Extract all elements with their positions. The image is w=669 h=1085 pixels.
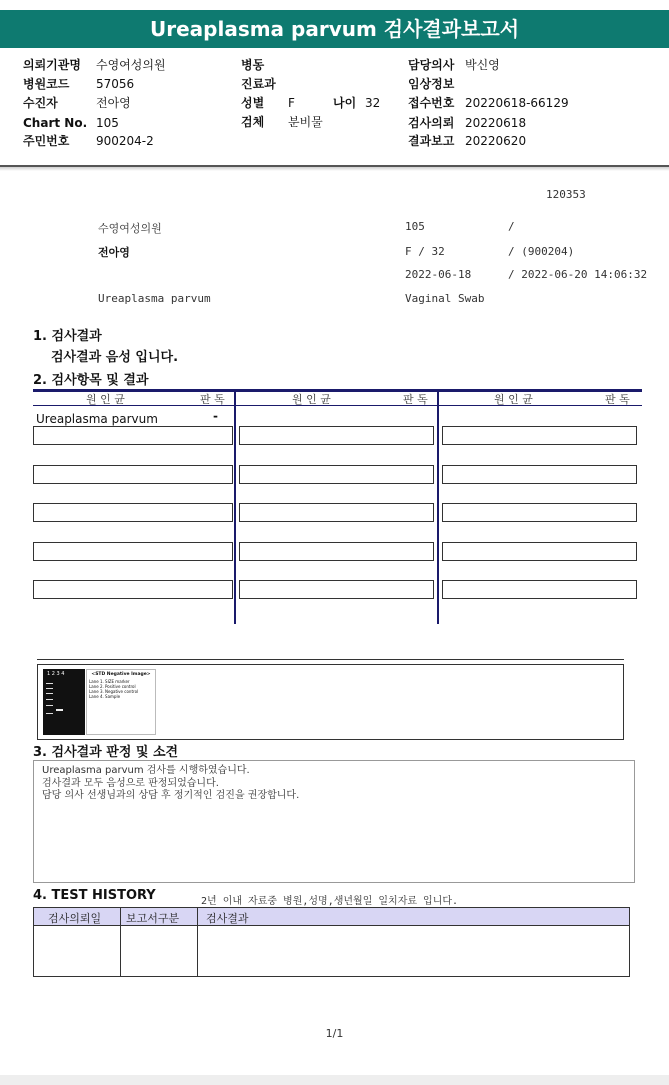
clinical-info-label: 임상정보 <box>408 77 455 91</box>
grid-column-divider <box>437 389 439 624</box>
grid-cell <box>239 542 434 561</box>
patient-label: 수진자 <box>23 96 58 110</box>
grid-cell <box>239 465 434 484</box>
grid-cell <box>33 542 233 561</box>
pathogen-header: 원 인 균 <box>494 393 533 406</box>
result-header: 판 독 <box>200 393 225 406</box>
gel-legend-line: Lane 3. Negative control <box>89 689 139 694</box>
footer-band <box>0 1075 669 1085</box>
summary-chart: 105 <box>405 220 425 233</box>
receipt-no-label: 접수번호 <box>408 96 455 110</box>
doctor-label: 담당의사 <box>408 58 455 72</box>
report-date-value: 20220620 <box>465 134 527 148</box>
hospital-code-label: 병원코드 <box>23 77 70 91</box>
gel-band <box>46 699 53 700</box>
gel-band <box>56 709 63 711</box>
hospital-code-value: 57056 <box>96 77 135 91</box>
grid-cell <box>33 503 233 522</box>
patient-value: 전아영 <box>96 96 131 110</box>
history-table <box>33 907 630 977</box>
gel-legend <box>86 669 156 735</box>
summary-patient: 전아영 <box>98 246 130 259</box>
gel-band <box>46 693 53 694</box>
resident-no-value: 900204-2 <box>96 134 154 148</box>
history-column-divider <box>197 908 198 976</box>
gel-band <box>46 713 53 714</box>
section-2-title: 2. 검사항목 및 결과 <box>33 373 149 388</box>
grid-column-divider <box>234 389 236 624</box>
grid-cell <box>239 426 434 445</box>
pathogen-header: 원 인 균 <box>292 393 331 406</box>
grid-cell <box>33 426 233 445</box>
gel-lane-numbers: 1 2 3 4 <box>47 671 65 677</box>
header-shadow <box>0 167 669 171</box>
summary-test-name: Ureaplasma parvum <box>98 292 211 305</box>
gel-electrophoresis-image <box>43 669 85 735</box>
summary-request-date: 2022-06-18 <box>405 268 472 281</box>
grid-cell <box>239 580 434 599</box>
institution-value: 수영여성의원 <box>96 58 166 72</box>
specimen-label: 검체 <box>241 115 265 129</box>
gel-legend-line: Lane 4. Sample <box>89 694 121 699</box>
gel-legend-title: <STD Negative Image> <box>91 672 151 677</box>
section-1-result: 검사결과 음성 입니다. <box>51 350 179 365</box>
section-1-title: 1. 검사결과 <box>33 329 102 344</box>
request-date-value: 20220618 <box>465 116 527 130</box>
image-top-rule <box>37 659 624 660</box>
institution-label: 의뢰기관명 <box>23 58 81 72</box>
summary-specimen: Vaginal Swab <box>405 292 485 305</box>
grid-row-pathogen: Ureaplasma parvum <box>36 412 158 426</box>
gel-band <box>46 688 53 689</box>
history-note: 2년 이내 자료중 병원,성명,생년월일 일치자료 입니다. <box>201 896 459 907</box>
pathogen-header: 원 인 균 <box>86 393 125 406</box>
history-header-row <box>34 908 629 926</box>
grid-cell <box>239 503 434 522</box>
dept-label: 진료과 <box>241 77 276 91</box>
age-value: 32 <box>365 96 381 110</box>
age-label: 나이 <box>333 96 357 110</box>
ward-label: 병동 <box>241 58 265 72</box>
gel-band <box>46 705 53 706</box>
history-col-report-type: 보고서구분 <box>126 912 180 925</box>
gel-legend-line: Lane 1. SIZE marker <box>89 679 130 684</box>
report-code: 120353 <box>546 188 586 201</box>
grid-cell <box>33 580 233 599</box>
history-column-divider <box>120 908 121 976</box>
opinion-line: Ureaplasma parvum 검사를 시행하였습니다. <box>42 765 250 776</box>
summary-report-datetime: / 2022-06-20 14:06:32 <box>508 268 648 281</box>
specimen-value: 분비물 <box>288 115 323 129</box>
receipt-no-value: 20220618-66129 <box>465 96 569 110</box>
summary-institution: 수영여성의원 <box>98 222 162 235</box>
history-col-request-date: 검사의뢰일 <box>48 912 102 925</box>
resident-no-label: 주민번호 <box>23 134 70 148</box>
opinion-line: 검사결과 모두 음성으로 판정되었습니다. <box>42 777 219 789</box>
grid-row-result: - <box>213 409 218 423</box>
chart-no-value: 105 <box>96 116 119 130</box>
section-3-title: 3. 검사결과 판정 및 소견 <box>33 745 179 760</box>
sex-value: F <box>288 96 295 110</box>
opinion-line: 담당 의사 선생님과의 상담 후 정기적인 검진을 권장합니다. <box>42 790 300 801</box>
grid-cell <box>442 503 637 522</box>
grid-cell <box>442 580 637 599</box>
grid-cell <box>442 542 637 561</box>
opinion-box <box>33 760 635 883</box>
summary-slash: / <box>508 220 515 233</box>
result-header: 판 독 <box>403 393 428 406</box>
gel-band <box>46 683 53 684</box>
gel-legend-line: Lane 2. Positive control <box>89 684 136 689</box>
page-number: 1/1 <box>325 1027 344 1040</box>
result-header: 판 독 <box>605 393 630 406</box>
request-date-label: 검사의뢰 <box>408 116 455 130</box>
section-4-title: 4. TEST HISTORY <box>33 888 156 903</box>
grid-cell <box>442 426 637 445</box>
summary-sex-age: F / 32 <box>405 245 445 258</box>
summary-dob: / (900204) <box>508 245 575 258</box>
sex-label: 성별 <box>241 96 265 110</box>
grid-cell <box>442 465 637 484</box>
doctor-value: 박신영 <box>465 58 500 72</box>
chart-no-label: Chart No. <box>23 116 88 130</box>
report-title: Ureaplasma parvum 검사결과보고서 <box>0 10 669 48</box>
report-date-label: 결과보고 <box>408 134 455 148</box>
grid-cell <box>33 465 233 484</box>
history-col-result: 검사결과 <box>206 912 249 925</box>
